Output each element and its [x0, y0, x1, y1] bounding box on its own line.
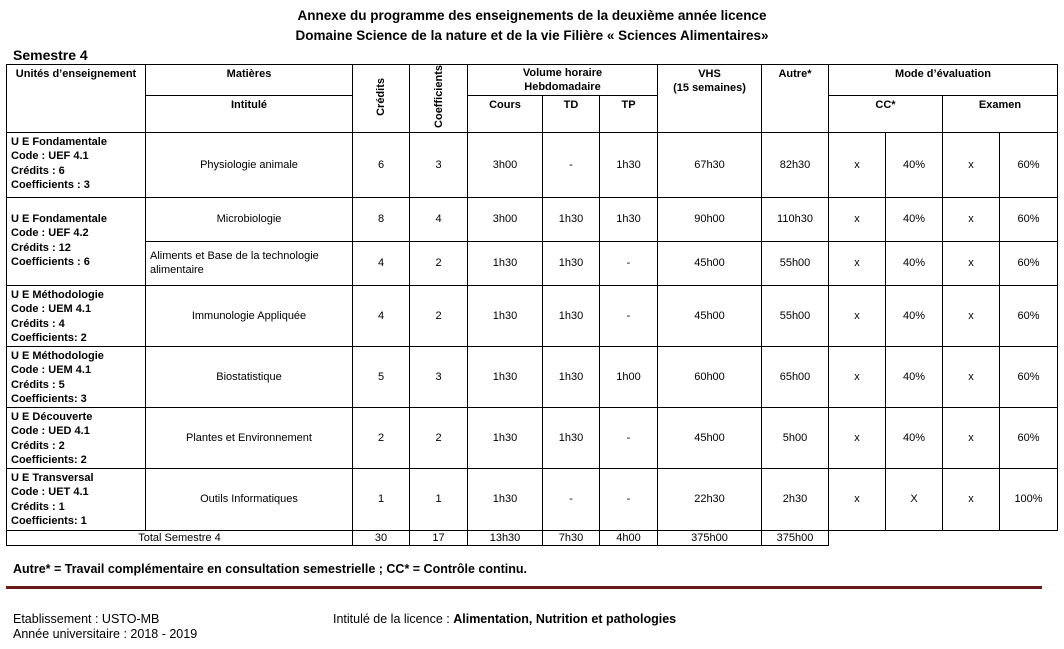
- cc-mark-cell: x: [829, 407, 886, 468]
- unit-coefficients: Coefficients: 3: [11, 393, 87, 406]
- matiere-cell: Physiologie animale: [146, 132, 353, 197]
- coef-cell: 2: [410, 407, 468, 468]
- credits-cell: 2: [353, 407, 410, 468]
- table-row: [7, 285, 1058, 346]
- credits-cell: 4: [353, 285, 410, 346]
- cc-mark-cell: x: [829, 285, 886, 346]
- cc-pct-cell: 40%: [886, 197, 943, 241]
- coef-cell: 2: [410, 241, 468, 285]
- footer-intitule: [333, 612, 676, 626]
- autre-cell: 65h00: [762, 346, 829, 407]
- header-coefficients: [410, 65, 468, 133]
- td-cell: 1h30: [543, 285, 600, 346]
- header-autre: Autre*: [762, 65, 829, 133]
- cc-pct-cell: 40%: [886, 346, 943, 407]
- total-autre: 375h00: [762, 530, 829, 545]
- cc-mark-cell: x: [829, 132, 886, 197]
- cc-mark-cell: x: [829, 197, 886, 241]
- footer-etablissement: Etablissement : USTO-MB: [13, 612, 160, 626]
- exam-mark-cell: x: [943, 241, 1000, 285]
- unit-type: U E Méthodologie: [11, 349, 104, 362]
- coef-cell: 1: [410, 468, 468, 530]
- table-row: [7, 407, 1058, 468]
- cours-cell: 1h30: [468, 468, 543, 530]
- unit-coefficients: Coefficients: 2: [11, 454, 87, 467]
- unit-credits: Crédits : 1: [11, 500, 65, 513]
- cours-cell: 1h30: [468, 407, 543, 468]
- header-cours: Cours: [468, 96, 543, 133]
- unit-code: Code : UEF 4.1: [11, 150, 89, 163]
- unit-type: U E Fondamentale: [11, 212, 107, 225]
- header-coefficients-label: Coefficients: [432, 65, 445, 128]
- cc-pct-cell: 40%: [886, 132, 943, 197]
- matiere-cell: Microbiologie: [146, 197, 353, 241]
- tp-cell: -: [600, 407, 658, 468]
- unit-credits: Crédits : 12: [11, 241, 71, 254]
- cc-pct-cell: 40%: [886, 285, 943, 346]
- table-row: [7, 346, 1058, 407]
- coef-cell: 2: [410, 285, 468, 346]
- credits-cell: 6: [353, 132, 410, 197]
- footer-intitule-value: Alimentation, Nutrition et pathologies: [453, 612, 677, 626]
- exam-mark-cell: x: [943, 468, 1000, 530]
- vhs-cell: 45h00: [658, 407, 762, 468]
- exam-pct-cell: 60%: [1000, 285, 1058, 346]
- table-row: [7, 132, 1058, 197]
- autre-cell: 55h00: [762, 285, 829, 346]
- td-cell: 1h30: [543, 407, 600, 468]
- total-cours: 13h30: [468, 530, 543, 545]
- exam-pct-cell: 60%: [1000, 346, 1058, 407]
- unit-code: Code : UEM 4.1: [11, 364, 92, 377]
- unit-cell: [7, 197, 146, 285]
- unit-coefficients: Coefficients: 2: [11, 332, 87, 345]
- autre-cell: 2h30: [762, 468, 829, 530]
- exam-mark-cell: x: [943, 132, 1000, 197]
- credits-cell: 5: [353, 346, 410, 407]
- total-tp: 4h00: [600, 530, 658, 545]
- tp-cell: -: [600, 241, 658, 285]
- vhs-cell: 45h00: [658, 285, 762, 346]
- matiere-cell: Outils Informatiques: [146, 468, 353, 530]
- exam-mark-cell: x: [943, 197, 1000, 241]
- td-cell: 1h30: [543, 241, 600, 285]
- total-row: [7, 530, 1058, 545]
- unit-cell: [7, 468, 146, 530]
- cc-pct-cell: X: [886, 468, 943, 530]
- total-credits: 30: [353, 530, 410, 545]
- credits-cell: 4: [353, 241, 410, 285]
- legend-note: Autre* = Travail complémentaire en consultation semestrielle ; CC* = Contrôle continu.: [13, 562, 528, 576]
- table-row: [7, 197, 1058, 241]
- exam-mark-cell: x: [943, 285, 1000, 346]
- header-intitule: Intitulé: [146, 96, 353, 133]
- document-title: Annexe du programme des enseignements de la deuxième année licence: [297, 8, 767, 23]
- header-volume-line1: Volume horaire: [522, 67, 603, 80]
- header-cc: CC*: [829, 96, 943, 133]
- header-volume: [468, 65, 658, 96]
- exam-pct-cell: 60%: [1000, 132, 1058, 197]
- header-matieres: Matières: [146, 65, 353, 96]
- autre-cell: 5h00: [762, 407, 829, 468]
- total-label: Total Semestre 4: [7, 530, 353, 545]
- credits-cell: 8: [353, 197, 410, 241]
- tp-cell: 1h30: [600, 197, 658, 241]
- curriculum-table: [6, 64, 1058, 546]
- unit-cell: [7, 346, 146, 407]
- total-coef: 17: [410, 530, 468, 545]
- header-examen: Examen: [943, 96, 1058, 133]
- divider-rule: [6, 586, 1042, 589]
- header-vhs: [658, 65, 762, 133]
- total-empty: [829, 530, 1058, 545]
- unit-cell: [7, 285, 146, 346]
- header-mode-evaluation: Mode d’évaluation: [829, 65, 1058, 96]
- td-cell: -: [543, 132, 600, 197]
- footer-intitule-label: Intitulé de la licence :: [333, 612, 454, 626]
- unit-code: Code : UED 4.1: [11, 425, 90, 438]
- cours-cell: 3h00: [468, 197, 543, 241]
- td-cell: 1h30: [543, 346, 600, 407]
- tp-cell: 1h30: [600, 132, 658, 197]
- autre-cell: 110h30: [762, 197, 829, 241]
- unit-credits: Crédits : 5: [11, 378, 65, 391]
- header-tp: TP: [600, 96, 658, 133]
- cc-mark-cell: x: [829, 346, 886, 407]
- table-row: [7, 241, 1058, 285]
- exam-pct-cell: 60%: [1000, 407, 1058, 468]
- unit-type: U E Fondamentale: [11, 135, 107, 148]
- autre-cell: 82h30: [762, 132, 829, 197]
- tp-cell: -: [600, 468, 658, 530]
- cc-mark-cell: x: [829, 241, 886, 285]
- footer-annee: Année universitaire : 2018 - 2019: [13, 627, 198, 641]
- unit-code: Code : UEM 4.1: [11, 303, 92, 316]
- unit-coefficients: Coefficients : 3: [11, 179, 90, 192]
- vhs-cell: 45h00: [658, 241, 762, 285]
- document-subtitle: Domaine Science de la nature et de la vie Filière « Sciences Alimentaires»: [295, 28, 769, 43]
- cours-cell: 3h00: [468, 132, 543, 197]
- header-volume-line2: Hebdomadaire: [524, 81, 601, 94]
- vhs-cell: 22h30: [658, 468, 762, 530]
- td-cell: -: [543, 468, 600, 530]
- unit-coefficients: Coefficients : 6: [11, 256, 90, 269]
- header-credits-label: Crédits: [375, 77, 387, 116]
- matiere-cell: Plantes et Environnement: [146, 407, 353, 468]
- matiere-cell: Immunologie Appliquée: [146, 285, 353, 346]
- unit-type: U E Découverte: [11, 410, 93, 423]
- exam-pct-cell: 100%: [1000, 468, 1058, 530]
- cours-cell: 1h30: [468, 285, 543, 346]
- header-credits: [353, 65, 410, 133]
- unit-cell: [7, 132, 146, 197]
- exam-pct-cell: 60%: [1000, 197, 1058, 241]
- unit-cell: [7, 407, 146, 468]
- table-row: [7, 468, 1058, 530]
- vhs-cell: 60h00: [658, 346, 762, 407]
- cc-mark-cell: x: [829, 468, 886, 530]
- cc-pct-cell: 40%: [886, 241, 943, 285]
- coef-cell: 3: [410, 132, 468, 197]
- unit-code: Code : UEF 4.2: [11, 227, 89, 240]
- unit-coefficients: Coefficients: 1: [11, 515, 87, 528]
- header-vhs-line1: VHS: [698, 68, 721, 80]
- matiere-cell: Aliments et Base de la technologie alimentaire: [146, 241, 353, 285]
- total-vhs: 375h00: [658, 530, 762, 545]
- exam-pct-cell: 60%: [1000, 241, 1058, 285]
- exam-mark-cell: x: [943, 407, 1000, 468]
- header-td: TD: [543, 96, 600, 133]
- coef-cell: 4: [410, 197, 468, 241]
- vhs-cell: 67h30: [658, 132, 762, 197]
- tp-cell: -: [600, 285, 658, 346]
- credits-cell: 1: [353, 468, 410, 530]
- autre-cell: 55h00: [762, 241, 829, 285]
- td-cell: 1h30: [543, 197, 600, 241]
- semester-label: Semestre 4: [13, 47, 88, 63]
- exam-mark-cell: x: [943, 346, 1000, 407]
- vhs-cell: 90h00: [658, 197, 762, 241]
- total-td: 7h30: [543, 530, 600, 545]
- unit-credits: Crédits : 6: [11, 164, 65, 177]
- header-unites: Unités d’enseignement: [7, 65, 146, 133]
- tp-cell: 1h00: [600, 346, 658, 407]
- unit-type: U E Méthodologie: [11, 288, 104, 301]
- header-vhs-line2: (15 semaines): [673, 82, 746, 94]
- cc-pct-cell: 40%: [886, 407, 943, 468]
- cours-cell: 1h30: [468, 346, 543, 407]
- unit-credits: Crédits : 4: [11, 317, 65, 330]
- matiere-cell: Biostatistique: [146, 346, 353, 407]
- unit-code: Code : UET 4.1: [11, 486, 89, 499]
- unit-credits: Crédits : 2: [11, 439, 65, 452]
- coef-cell: 3: [410, 346, 468, 407]
- cours-cell: 1h30: [468, 241, 543, 285]
- unit-type: U E Transversal: [11, 471, 94, 484]
